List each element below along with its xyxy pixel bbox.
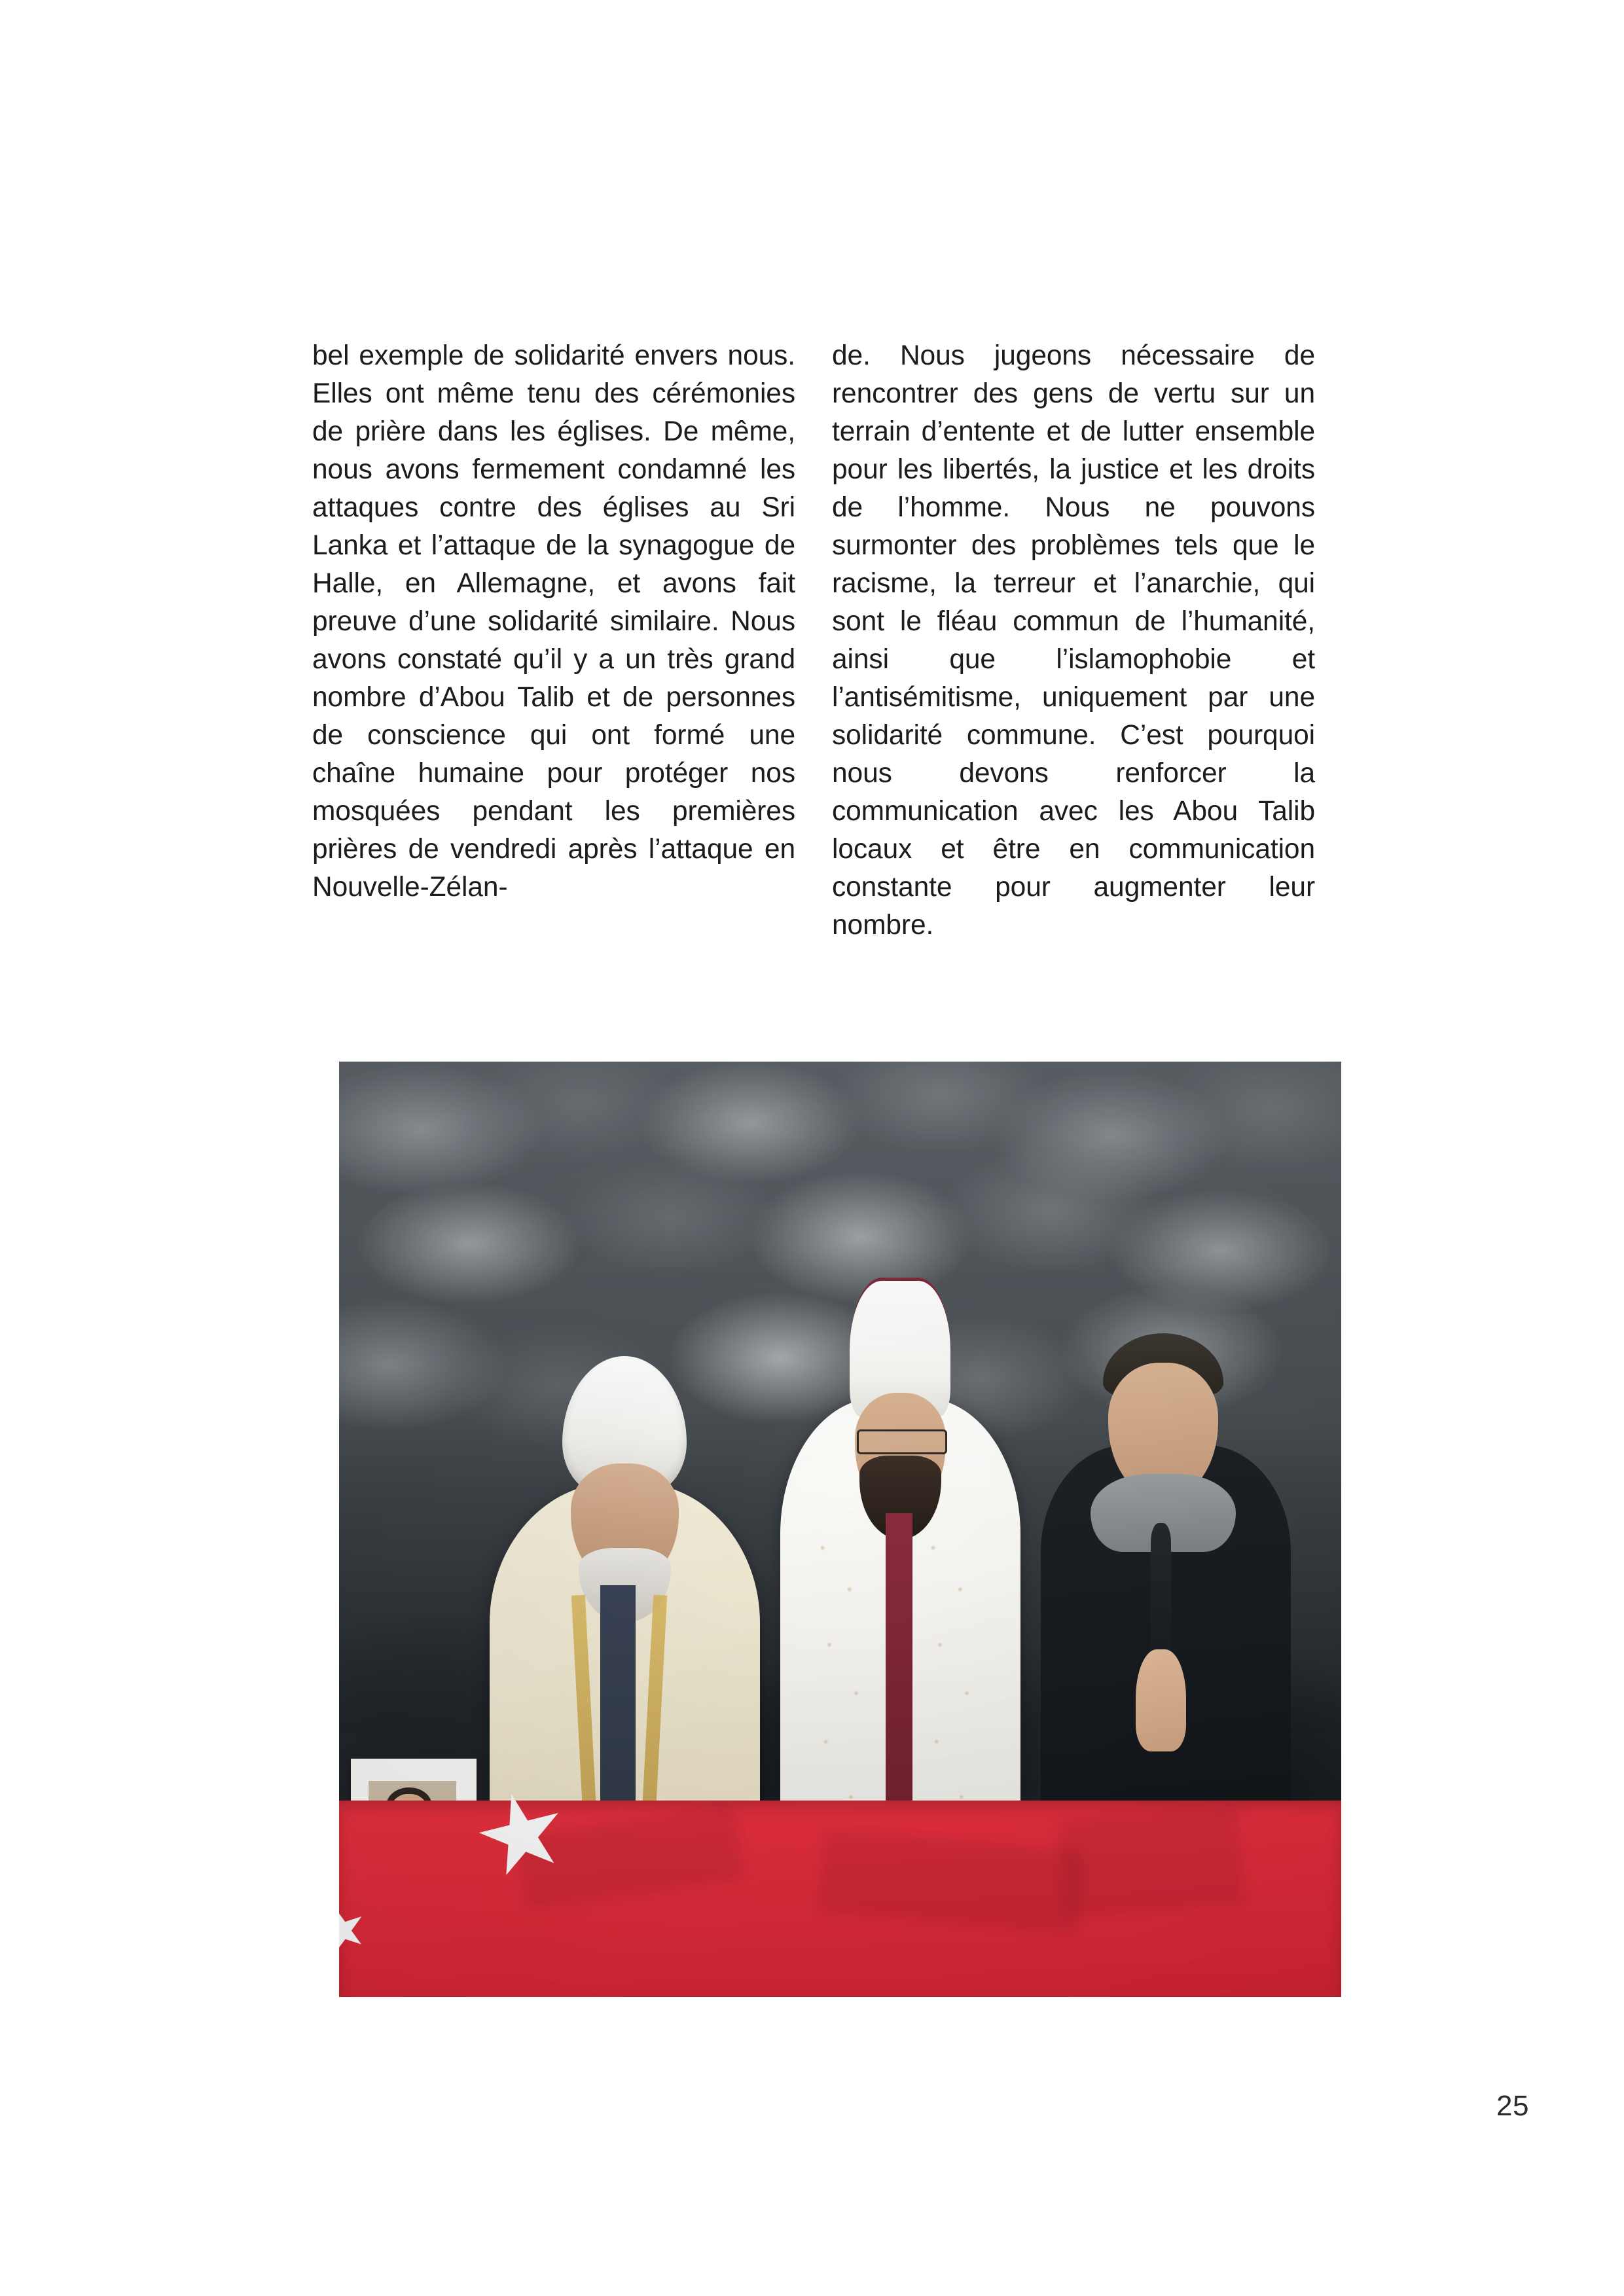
text-column-left — [312, 337, 795, 944]
article-body — [312, 337, 1315, 944]
page-number: 25 — [1496, 2090, 1529, 2122]
speaker-hand-right — [1136, 1649, 1186, 1751]
text-column-right — [832, 337, 1315, 944]
photo-scene — [339, 1062, 1341, 1997]
funeral-prayer-photograph — [339, 1062, 1341, 1997]
flag-fold — [1057, 1806, 1244, 1916]
eyeglasses-icon — [857, 1429, 947, 1454]
flag-fold — [817, 1829, 1084, 1933]
paragraph-right: de. Nous jugeons nécessaire de rencontrer des gens de vertu sur un terrain d’entente et de lutter ensemble pour les libertés, la justice et les droits de l’homme. Nous ne pouvons surmonter des problèmes tels que le racisme, la terreur et l’anarchie, qui sont le fléau commun de l’humanité, ainsi que l’islamophobie et l’antisémitisme, uniquement par une solidarité commune. C’est pourquoi nous devons renforcer la communication avec les Abou Talib locaux et être en communication constante pour augmenter leur nombre. — [832, 340, 1315, 941]
flag-star-icon — [339, 1901, 372, 1960]
turkish-flag-draped-coffin — [339, 1801, 1341, 1997]
paragraph-left: bel exemple de solidarité envers nous. Elles ont même tenu des cérémonies de prière dans les églises. De même, nous avons fermement condamné les attaques contre des églises au Sri Lanka et l’attaque de la synagogue de Halle, en Allemagne, et avons fait preuve d’une solidarité similaire. Nous avons constaté qu’il y a un très grand nombre d’Abou Talib et de personnes de conscience qui ont formé une chaîne humaine pour protéger nos mosquées pendant les premières prières de vendredi après l’attaque en Nouvelle-Zélan- — [312, 340, 795, 903]
